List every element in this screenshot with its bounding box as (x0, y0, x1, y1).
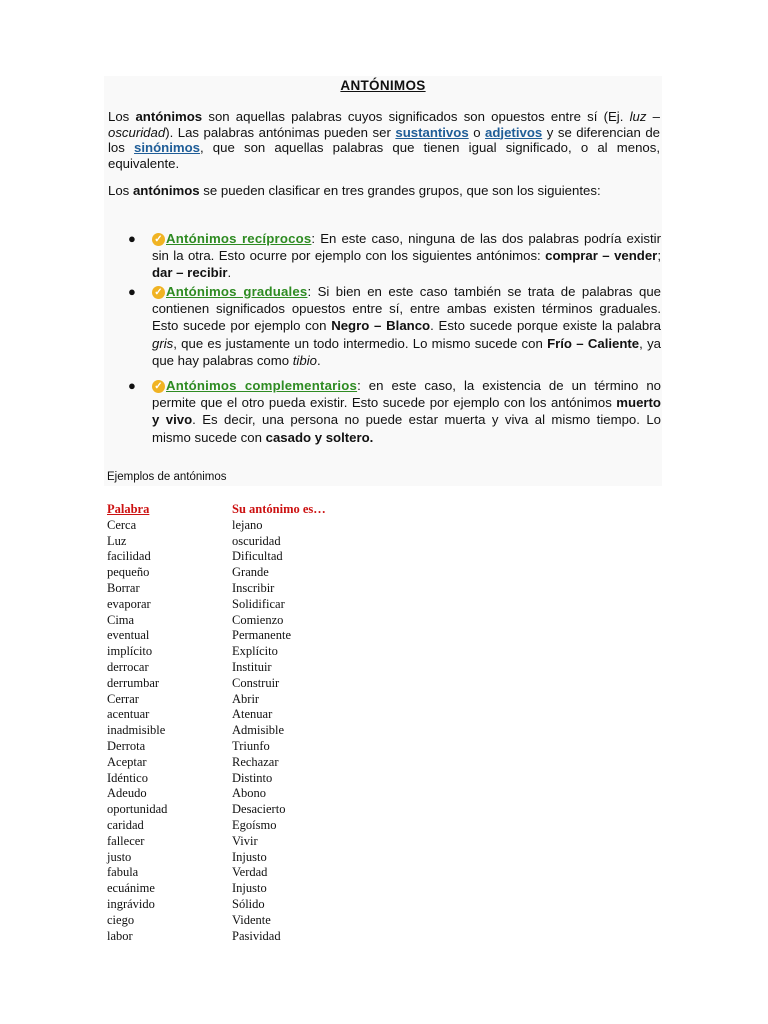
sustantivos-link[interactable]: sustantivos (395, 124, 469, 140)
antonym-cell: Construir (232, 675, 280, 690)
check-badge-icon: ✓ (152, 233, 165, 246)
bullet-dot: ● (128, 284, 136, 299)
antonym-cell: Abono (232, 786, 267, 801)
word-cell: caridad (107, 817, 144, 832)
antonym-cell: lejano (232, 517, 263, 532)
word-cell: derrumbar (107, 675, 160, 690)
antonym-cell: Rechazar (232, 754, 279, 769)
antonym-cell: Comienzo (232, 612, 284, 627)
word-cell: Cerca (107, 517, 137, 532)
word-cell: eventual (107, 628, 150, 643)
antonym-cell: Grande (232, 565, 269, 580)
word-cell: fabula (107, 865, 139, 880)
bullet-dot: ● (128, 378, 136, 393)
word-cell: Idéntico (107, 770, 148, 785)
intro-paragraph: Los antónimos son aquellas palabras cuyos significados son opuestos entre sí (Ej. luz – oscuridad). Las palabras antónimas pueden ser sustantivos o adjetivos y se diferencian de los sinónimos, que son aquellas palabras que tienen igual significado, o al menos, equivalente. (108, 109, 661, 171)
antonym-cell: Abrir (232, 691, 260, 706)
classification-paragraph: Los antónimos se pueden clasificar en tres grandes grupos, que son los siguientes: (108, 183, 601, 198)
header-antonimo: Su antónimo es… (232, 502, 326, 516)
word-cell: evaporar (107, 596, 151, 611)
antonym-cell: Vidente (232, 912, 271, 927)
sinonimos-link[interactable]: sinónimos (134, 140, 200, 155)
antonym-cell: Injusto (232, 849, 267, 864)
antonym-cell: Egoísmo (232, 817, 277, 832)
word-cell: Luz (107, 533, 127, 548)
word-cell: fallecer (107, 833, 145, 848)
word-cell: Borrar (107, 580, 140, 595)
header-palabra: Palabra (107, 502, 150, 516)
word-cell: Adeudo (107, 786, 147, 801)
page-title: ANTÓNIMOS (340, 78, 426, 93)
word-cell: Aceptar (107, 754, 147, 769)
word-cell: pequeño (107, 565, 150, 580)
word-cell: acentuar (107, 707, 150, 722)
check-badge-icon: ✓ (152, 380, 165, 393)
word-cell: ciego (107, 912, 135, 927)
list-item-graduales: ✓ Antónimos graduales: Si bien en este caso también se trata de palabras que contienen significados opuestos entre sí, entre ambas existen términos graduales. Esto sucede por ejemplo con Negro – Blanco. Esto sucede porque existe la palabra gris, que es justamente un todo intermedio. Lo mismo sucede con Frío – Caliente, ya que hay palabras como tibio. (152, 284, 661, 368)
antonym-cell: oscuridad (232, 533, 281, 548)
word-cell: Cerrar (107, 691, 139, 706)
word-cell: facilidad (107, 549, 151, 564)
antonym-cell: Permanente (232, 628, 292, 643)
antonym-cell: Verdad (232, 865, 268, 880)
bullet-dot: ● (128, 231, 136, 246)
antonym-cell: Inscribir (232, 580, 275, 595)
word-cell: inadmisible (107, 723, 166, 738)
antonym-cell: Triunfo (232, 738, 270, 753)
word-cell: Cima (107, 612, 135, 627)
list-item-complementarios: ✓ Antónimos complementarios: en este caso, la existencia de un término no permite que el otro pueda existir. Esto sucede por ejemplo con los antónimos muerto y vivo. Es decir, una persona no puede estar muerta y viva al mismo tiempo. Lo mismo sucede con casado y soltero. (152, 378, 662, 445)
antonym-cell: Atenuar (232, 707, 273, 722)
word-cell: oportunidad (107, 802, 168, 817)
word-cell: labor (107, 928, 133, 943)
list-item-reciprocos: ✓ Antónimos recíprocos: En este caso, ninguna de las dos palabras podría existir sin la otra. Esto ocurre por ejemplo con los siguientes antónimos: comprar – vender; dar – recibir. (152, 231, 661, 281)
antonym-cell: Admisible (232, 723, 285, 738)
antonym-cell: Injusto (232, 881, 267, 896)
antonym-cell: Solidificar (232, 596, 285, 611)
antonym-cell: Desacierto (232, 802, 286, 817)
antonym-cell: Explícito (232, 644, 278, 659)
antonym-cell: Sólido (232, 896, 265, 911)
word-cell: ecuánime (107, 881, 155, 896)
antonym-cell: Instituir (232, 659, 272, 674)
word-cell: derrocar (107, 659, 149, 674)
check-badge-icon: ✓ (152, 286, 165, 299)
antonym-cell: Vivir (232, 833, 258, 848)
antonym-cell: Dificultad (232, 549, 283, 564)
word-cell: implícito (107, 644, 153, 659)
antonym-cell: Distinto (232, 770, 273, 785)
word-cell: ingrávido (107, 896, 155, 911)
antonym-cell: Pasividad (232, 928, 281, 943)
adjetivos-link[interactable]: adjetivos (485, 124, 543, 140)
examples-title: Ejemplos de antónimos (107, 471, 227, 483)
word-cell: Derrota (107, 738, 146, 753)
word-cell: justo (107, 849, 132, 864)
